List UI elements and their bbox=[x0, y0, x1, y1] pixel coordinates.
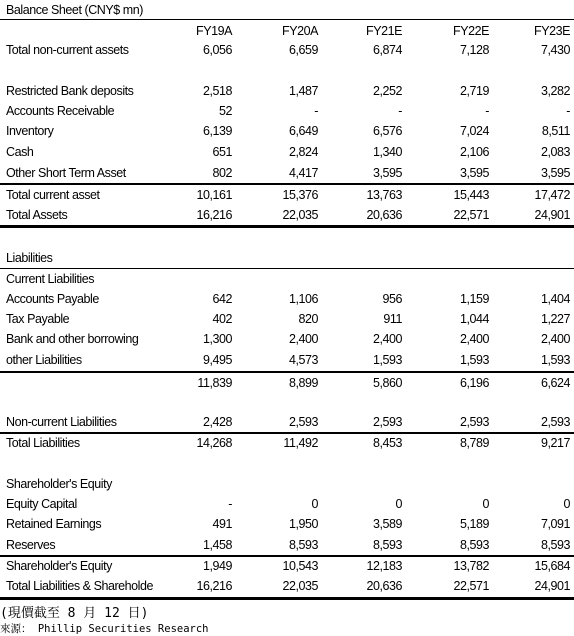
cell: 13,782 bbox=[453, 559, 489, 573]
cell: 6,624 bbox=[540, 376, 570, 390]
cell: 13,763 bbox=[366, 188, 402, 202]
column-header: FY20A bbox=[282, 24, 318, 38]
row-label: Shareholder's Equity bbox=[6, 559, 112, 573]
cell: 820 bbox=[298, 312, 318, 326]
cell: 16,216 bbox=[196, 208, 232, 222]
cell: 2,593 bbox=[288, 415, 318, 429]
table-row bbox=[0, 185, 574, 205]
row-label: Shareholder's Equity bbox=[6, 477, 112, 491]
cell: 14,268 bbox=[196, 436, 232, 450]
cell: - bbox=[314, 104, 318, 118]
cell: 0 bbox=[395, 497, 402, 511]
row-label: Total Liabilities bbox=[6, 436, 80, 450]
cell: 1,106 bbox=[288, 292, 318, 306]
row-label: Total Liabilities & Shareholde bbox=[6, 579, 154, 593]
row-label: Total non-current assets bbox=[6, 43, 129, 57]
title-row bbox=[0, 0, 574, 20]
cell: 1,044 bbox=[459, 312, 489, 326]
cell: 8,899 bbox=[288, 376, 318, 390]
row-label: Other Short Term Asset bbox=[6, 166, 126, 180]
cell: 0 bbox=[311, 497, 318, 511]
cell: 6,056 bbox=[202, 43, 232, 57]
table-row bbox=[0, 309, 574, 329]
source-note: 來源： Phillip Securities Research bbox=[0, 623, 209, 635]
row-label: Total current asset bbox=[6, 188, 100, 202]
table-row bbox=[0, 412, 574, 432]
cell: - bbox=[485, 104, 489, 118]
table-row bbox=[0, 289, 574, 309]
cell: 15,443 bbox=[453, 188, 489, 202]
row-label: Retained Earnings bbox=[6, 517, 102, 531]
cell: 17,472 bbox=[534, 188, 570, 202]
price-date-footnote: (現價截至 8 月 12 日) bbox=[0, 606, 149, 621]
table-row bbox=[0, 514, 574, 534]
cell: 8,593 bbox=[372, 538, 402, 552]
cell: 1,227 bbox=[540, 312, 570, 326]
cell: 0 bbox=[563, 497, 570, 511]
cell: 6,874 bbox=[372, 43, 402, 57]
cell: 11,839 bbox=[197, 376, 232, 390]
table-row bbox=[0, 101, 574, 121]
cell: 1,487 bbox=[288, 84, 318, 98]
cell: 52 bbox=[218, 104, 232, 118]
cell: 20,636 bbox=[366, 579, 402, 593]
cell: 3,282 bbox=[540, 84, 570, 98]
cell: 2,252 bbox=[372, 84, 402, 98]
cell: 1,300 bbox=[202, 332, 232, 346]
table-row bbox=[0, 494, 574, 514]
cell: 24,901 bbox=[534, 208, 570, 222]
cell: - bbox=[566, 104, 570, 118]
cell: 402 bbox=[212, 312, 232, 326]
cell: 4,573 bbox=[288, 353, 318, 367]
cell: 6,196 bbox=[459, 376, 489, 390]
cell: 3,595 bbox=[459, 166, 489, 180]
cell: 6,659 bbox=[288, 43, 318, 57]
cell: 10,543 bbox=[282, 559, 318, 573]
cell: 7,091 bbox=[540, 517, 570, 531]
cell: 802 bbox=[212, 166, 232, 180]
cell: 2,083 bbox=[540, 145, 570, 159]
row-label: Equity Capital bbox=[6, 497, 77, 511]
cell: 20,636 bbox=[366, 208, 402, 222]
cell: 22,571 bbox=[453, 208, 489, 222]
cell: 7,430 bbox=[540, 43, 570, 57]
table-row bbox=[0, 269, 574, 289]
cell: 12,183 bbox=[366, 559, 402, 573]
cell: 8,511 bbox=[541, 124, 570, 138]
cell: 6,649 bbox=[288, 124, 318, 138]
cell: 6,576 bbox=[372, 124, 402, 138]
cell: 1,404 bbox=[540, 292, 570, 306]
table-row bbox=[0, 433, 574, 453]
table-row bbox=[0, 535, 574, 555]
cell: 8,593 bbox=[459, 538, 489, 552]
cell: 2,593 bbox=[459, 415, 489, 429]
cell: 6,139 bbox=[202, 124, 232, 138]
cell: 1,458 bbox=[202, 538, 232, 552]
cell: 2,428 bbox=[202, 415, 232, 429]
cell: 22,035 bbox=[282, 579, 318, 593]
cell: 1,950 bbox=[288, 517, 318, 531]
row-label: other Liabilities bbox=[6, 353, 82, 367]
table-row bbox=[0, 248, 574, 268]
row-label: Tax Payable bbox=[6, 312, 70, 326]
cell: 1,593 bbox=[459, 353, 489, 367]
column-header: FY22E bbox=[453, 24, 489, 38]
cell: 15,684 bbox=[534, 559, 570, 573]
rule bbox=[0, 597, 574, 600]
cell: 24,901 bbox=[534, 579, 570, 593]
column-header: FY21E bbox=[366, 24, 402, 38]
cell: 8,453 bbox=[372, 436, 402, 450]
cell: 1,159 bbox=[459, 292, 489, 306]
cell: 2,824 bbox=[288, 145, 318, 159]
cell: 2,400 bbox=[372, 332, 402, 346]
row-label: Reserves bbox=[6, 538, 56, 552]
row-label: Restricted Bank deposits bbox=[6, 84, 134, 98]
table-row bbox=[0, 205, 574, 225]
cell: 911 bbox=[383, 312, 402, 326]
cell: 2,518 bbox=[202, 84, 232, 98]
cell: 2,106 bbox=[459, 145, 489, 159]
column-header: FY19A bbox=[196, 24, 232, 38]
cell: 11,492 bbox=[283, 436, 318, 450]
cell: 2,719 bbox=[459, 84, 489, 98]
cell: 0 bbox=[482, 497, 489, 511]
cell: 642 bbox=[212, 292, 232, 306]
table-row bbox=[0, 350, 574, 370]
cell: 491 bbox=[212, 517, 232, 531]
cell: 3,595 bbox=[540, 166, 570, 180]
cell: 10,161 bbox=[196, 188, 232, 202]
cell: 8,789 bbox=[459, 436, 489, 450]
row-label: Accounts Payable bbox=[6, 292, 99, 306]
table-row bbox=[0, 40, 574, 60]
table-row bbox=[0, 329, 574, 349]
row-label: Cash bbox=[6, 145, 34, 159]
table-title: Balance Sheet (CNY$ mn) bbox=[6, 3, 143, 17]
cell: 3,595 bbox=[372, 166, 402, 180]
cell: 651 bbox=[212, 145, 232, 159]
cell: 9,495 bbox=[202, 353, 232, 367]
cell: 16,216 bbox=[196, 579, 232, 593]
cell: 4,417 bbox=[288, 166, 318, 180]
cell: 2,593 bbox=[540, 415, 570, 429]
table-row bbox=[0, 121, 574, 141]
rule bbox=[0, 19, 574, 20]
cell: 2,400 bbox=[288, 332, 318, 346]
cell: 3,589 bbox=[372, 517, 402, 531]
row-label: Bank and other borrowing bbox=[6, 332, 139, 346]
table-row bbox=[0, 556, 574, 576]
cell: 5,189 bbox=[459, 517, 489, 531]
cell: 15,376 bbox=[282, 188, 318, 202]
subtotal-row bbox=[0, 373, 574, 393]
cell: 1,593 bbox=[372, 353, 402, 367]
column-header: FY23E bbox=[534, 24, 570, 38]
cell: 1,949 bbox=[202, 559, 232, 573]
cell: 7,024 bbox=[459, 124, 489, 138]
table-row bbox=[0, 142, 574, 162]
cell: 22,035 bbox=[282, 208, 318, 222]
cell: 2,593 bbox=[372, 415, 402, 429]
row-label: Non-current Liabilities bbox=[6, 415, 117, 429]
cell: 22,571 bbox=[453, 579, 489, 593]
cell: 2,400 bbox=[540, 332, 570, 346]
cell: - bbox=[228, 497, 232, 511]
table-row bbox=[0, 163, 574, 183]
cell: 1,593 bbox=[540, 353, 570, 367]
cell: 7,128 bbox=[459, 43, 489, 57]
row-label: Accounts Receivable bbox=[6, 104, 115, 118]
row-label: Liabilities bbox=[6, 251, 53, 265]
header-row bbox=[0, 21, 574, 41]
row-label: Total Assets bbox=[6, 208, 68, 222]
cell: 9,217 bbox=[540, 436, 570, 450]
row-label: Inventory bbox=[6, 124, 54, 138]
cell: 956 bbox=[382, 292, 402, 306]
cell: 5,860 bbox=[372, 376, 402, 390]
cell: - bbox=[398, 104, 402, 118]
cell: 8,593 bbox=[540, 538, 570, 552]
table-row bbox=[0, 81, 574, 101]
cell: 1,340 bbox=[372, 145, 402, 159]
table-row bbox=[0, 576, 574, 596]
table-row bbox=[0, 474, 574, 494]
row-label: Current Liabilities bbox=[6, 272, 95, 286]
cell: 8,593 bbox=[288, 538, 318, 552]
cell: 2,400 bbox=[459, 332, 489, 346]
rule bbox=[0, 225, 574, 228]
